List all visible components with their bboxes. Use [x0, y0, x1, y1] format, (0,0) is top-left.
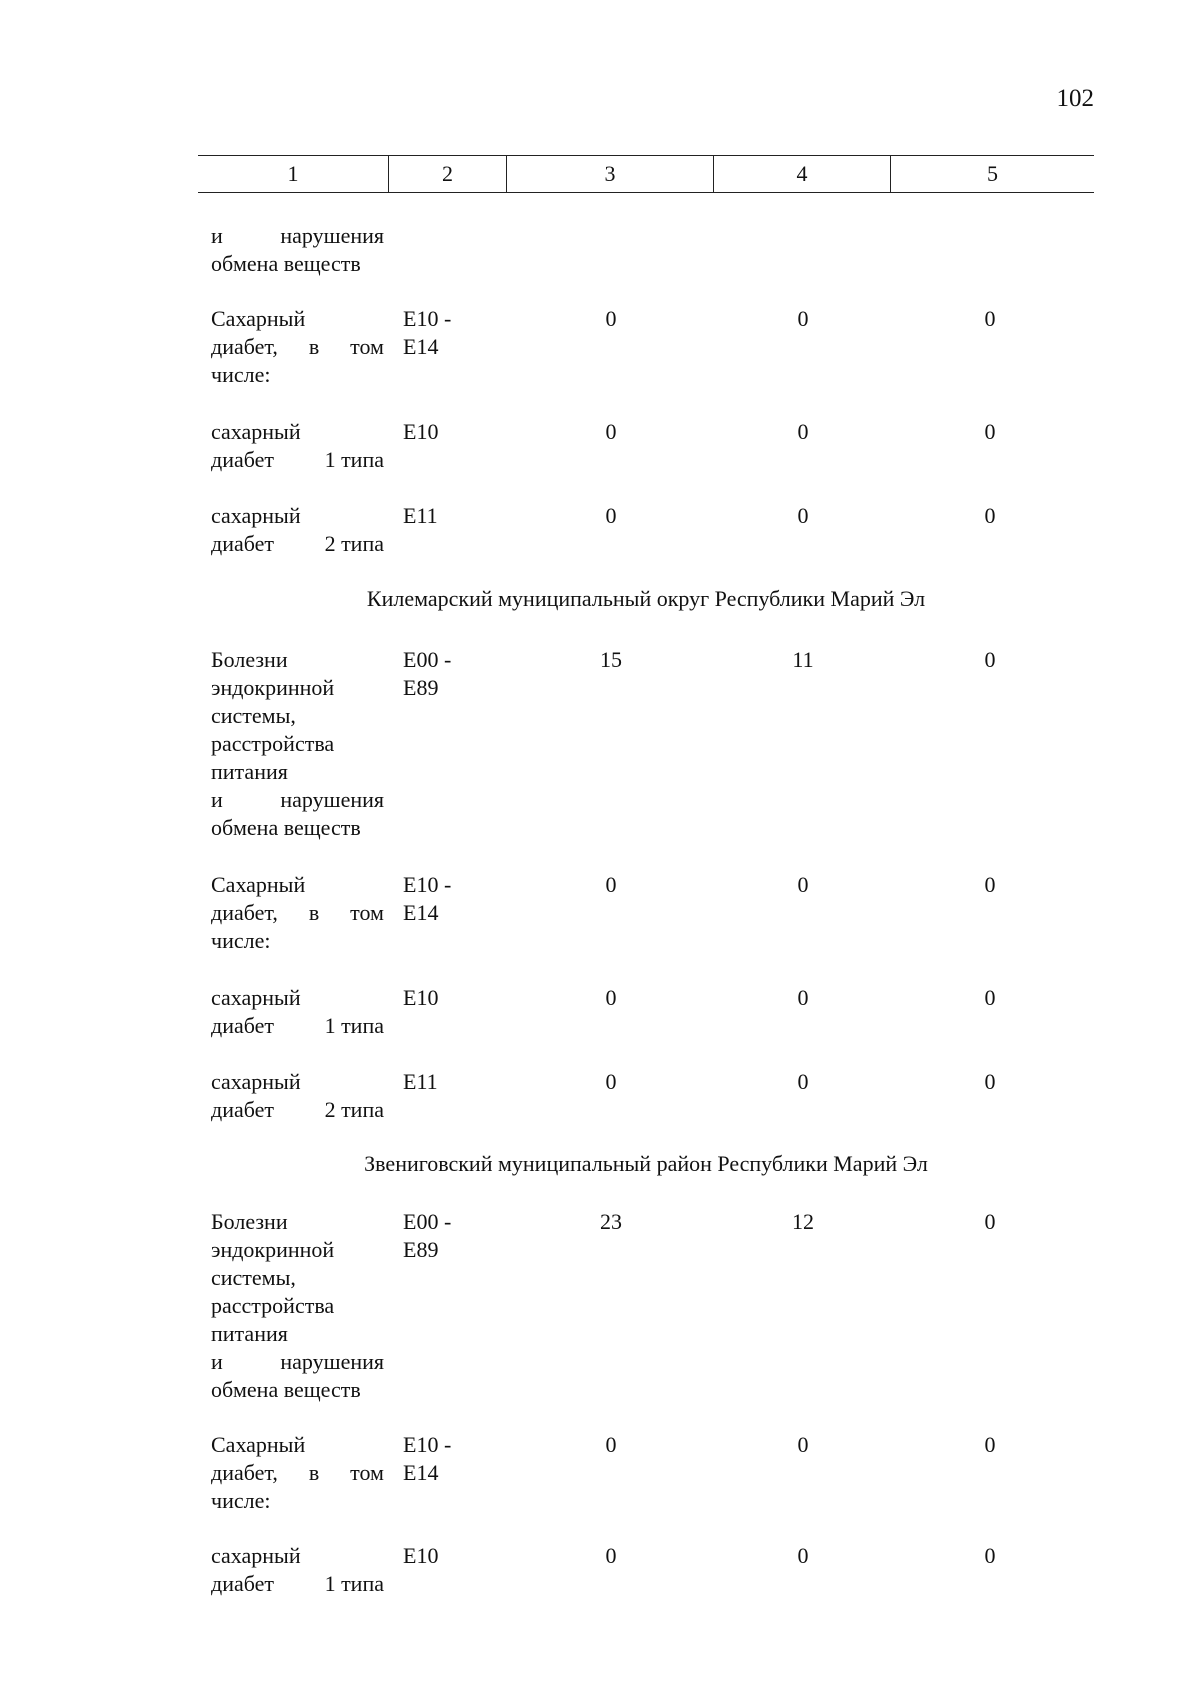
- value-col-4: 0: [797, 1432, 809, 1457]
- row-label-line: [211, 333, 384, 361]
- row-label-line: числе:: [211, 1488, 271, 1513]
- row-label: [211, 502, 384, 558]
- label-word: диабет,: [211, 334, 278, 359]
- value-col-4: 0: [797, 503, 809, 528]
- row-label-line: Сахарный: [211, 1432, 306, 1457]
- label-word: том: [350, 1460, 384, 1485]
- row-label-line: Сахарный: [211, 306, 306, 331]
- row-label-line: [211, 1348, 384, 1376]
- row-label: [211, 1431, 384, 1515]
- row-label-line: [211, 222, 384, 250]
- value-col-3: 0: [605, 1543, 617, 1568]
- row-label-line: [211, 1096, 384, 1124]
- label-word: диабет: [211, 447, 275, 472]
- label-word: том: [350, 900, 384, 925]
- icd-code: [403, 1068, 483, 1096]
- value-col-4: 0: [797, 1069, 809, 1094]
- row-label-line: Сахарный: [211, 872, 306, 897]
- icd-code-line: E89: [403, 1237, 439, 1262]
- row-label-line: [211, 1459, 384, 1487]
- value-col-5: 0: [984, 1069, 996, 1094]
- icd-code-line: E10 -: [403, 306, 452, 331]
- label-word: 1 типа: [324, 1571, 384, 1596]
- icd-code: [403, 984, 483, 1012]
- icd-code-line: E11: [403, 503, 438, 528]
- row-label-line: [211, 1012, 384, 1040]
- icd-code-line: E14: [403, 334, 439, 359]
- label-word: диабет: [211, 1571, 275, 1596]
- value-col-3: 23: [600, 1209, 622, 1234]
- column-header-4: 4: [796, 161, 808, 186]
- value-col-3: 0: [605, 1432, 617, 1457]
- row-label-line: сахарный: [211, 1069, 301, 1094]
- column-header-5: 5: [987, 161, 998, 186]
- section-title: Звениговский муниципальный район Республики Марий Эл: [364, 1151, 928, 1176]
- label-word: диабет: [211, 1097, 275, 1122]
- value-col-5: 0: [984, 872, 996, 897]
- value-col-4: 0: [797, 985, 809, 1010]
- row-label-line: питания: [211, 759, 288, 784]
- row-label: [211, 984, 384, 1040]
- table-header: [198, 155, 1094, 193]
- label-word: том: [350, 334, 384, 359]
- section-title: Килемарский муниципальный округ Республики Марий Эл: [366, 586, 926, 611]
- label-word: в: [308, 334, 320, 359]
- label-word: 2 типа: [324, 1097, 384, 1122]
- icd-code: [403, 1431, 483, 1487]
- row-label-line: [211, 1570, 384, 1598]
- icd-code-line: E10 -: [403, 872, 452, 897]
- icd-code-line: E00 -: [403, 1209, 452, 1234]
- row-label-line: системы,: [211, 703, 296, 728]
- icd-code-line: E10: [403, 1543, 439, 1568]
- value-col-4: 0: [797, 872, 809, 897]
- column-header-1: 1: [287, 161, 299, 186]
- row-label: [211, 646, 384, 842]
- icd-code-line: E10: [403, 985, 439, 1010]
- row-label-line: Болезни: [211, 1209, 288, 1234]
- value-col-3: 0: [605, 503, 617, 528]
- label-word: и: [211, 223, 223, 248]
- value-col-3: 0: [605, 872, 617, 897]
- icd-code: [403, 1542, 483, 1570]
- label-word: нарушения: [280, 223, 384, 248]
- value-col-3: 0: [605, 419, 617, 444]
- icd-code: [403, 418, 483, 446]
- label-word: 1 типа: [324, 1013, 384, 1038]
- value-col-5: 0: [984, 503, 996, 528]
- value-col-5: 0: [984, 647, 996, 672]
- label-word: нарушения: [280, 787, 384, 812]
- label-word: 1 типа: [324, 447, 384, 472]
- row-label-line: сахарный: [211, 1543, 301, 1568]
- row-label-line: Болезни: [211, 647, 288, 672]
- row-label: [211, 1208, 384, 1404]
- icd-code-line: E11: [403, 1069, 438, 1094]
- value-col-4: 11: [792, 647, 814, 672]
- icd-code-line: E00 -: [403, 647, 452, 672]
- icd-code: [403, 646, 483, 702]
- label-word: диабет,: [211, 1460, 278, 1485]
- row-label-line: системы,: [211, 1265, 296, 1290]
- icd-code-line: E10 -: [403, 1432, 452, 1457]
- row-label-line: расстройства: [211, 731, 335, 756]
- row-label-line: [211, 446, 384, 474]
- icd-code: [403, 871, 483, 927]
- label-word: и: [211, 1349, 223, 1374]
- label-word: в: [308, 900, 320, 925]
- value-col-5: 0: [984, 419, 996, 444]
- value-col-4: 0: [797, 1543, 809, 1568]
- label-word: диабет: [211, 1013, 275, 1038]
- row-label-line: питания: [211, 1321, 288, 1346]
- icd-code: [403, 305, 483, 361]
- page-number: 102: [1056, 85, 1094, 112]
- label-word: диабет: [211, 531, 275, 556]
- label-word: нарушения: [280, 1349, 384, 1374]
- value-col-4: 0: [797, 419, 809, 444]
- row-label-line: сахарный: [211, 419, 301, 444]
- row-label: [211, 1068, 384, 1124]
- label-word: и: [211, 787, 223, 812]
- value-col-5: 0: [984, 985, 996, 1010]
- label-word: диабет,: [211, 900, 278, 925]
- row-label-line: числе:: [211, 928, 271, 953]
- value-col-5: 0: [984, 1432, 996, 1457]
- value-col-4: 0: [797, 306, 809, 331]
- icd-code-line: E14: [403, 900, 439, 925]
- column-header-2: 2: [442, 161, 453, 186]
- row-label: [211, 871, 384, 955]
- row-label-line: обмена веществ: [211, 251, 361, 276]
- icd-code-line: E10: [403, 419, 439, 444]
- label-word: 2 типа: [324, 531, 384, 556]
- label-word: в: [308, 1460, 320, 1485]
- row-label-line: эндокринной: [211, 1237, 335, 1262]
- row-label-line: [211, 786, 384, 814]
- icd-code: [403, 502, 483, 530]
- value-col-5: 0: [984, 1209, 996, 1234]
- value-col-3: 0: [605, 1069, 617, 1094]
- row-label-line: обмена веществ: [211, 815, 361, 840]
- row-label: [211, 418, 384, 474]
- row-label-line: сахарный: [211, 985, 301, 1010]
- row-label: [211, 222, 384, 278]
- value-col-5: 0: [984, 1543, 996, 1568]
- column-header-3: 3: [604, 161, 616, 186]
- icd-code-line: E89: [403, 675, 439, 700]
- row-label-line: числе:: [211, 362, 271, 387]
- value-col-3: 0: [605, 985, 617, 1010]
- value-col-5: 0: [984, 306, 996, 331]
- icd-code-line: E14: [403, 1460, 439, 1485]
- value-col-3: 0: [605, 306, 617, 331]
- icd-code: [403, 1208, 483, 1264]
- row-label-line: [211, 899, 384, 927]
- row-label: [211, 305, 384, 389]
- row-label-line: эндокринной: [211, 675, 335, 700]
- value-col-3: 15: [600, 647, 622, 672]
- row-label-line: сахарный: [211, 503, 301, 528]
- row-label-line: обмена веществ: [211, 1377, 361, 1402]
- row-label: [211, 1542, 384, 1598]
- row-label-line: расстройства: [211, 1293, 335, 1318]
- value-col-4: 12: [792, 1209, 814, 1234]
- row-label-line: [211, 530, 384, 558]
